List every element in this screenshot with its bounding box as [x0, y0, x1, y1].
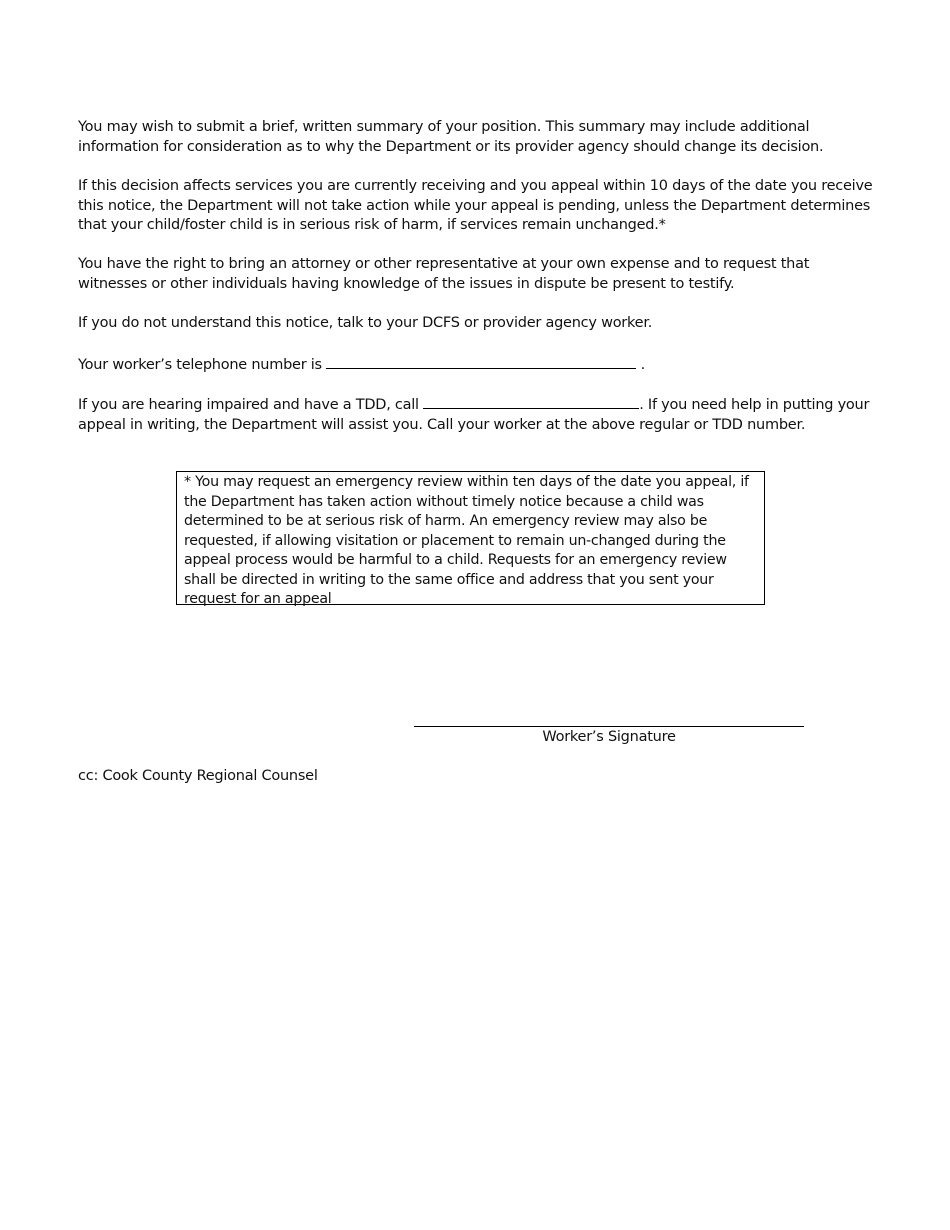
attorney-paragraph: You have the right to bring an attorney or other representative at your own expense and to request that witnesses or other individuals having knowledge of the issues in dispute be present to testify.: [78, 256, 810, 292]
signature-label: Worker’s Signature: [542, 729, 676, 745]
tdd-paragraph: [78, 393, 878, 435]
phone-paragraph: [78, 353, 878, 376]
cc-line: cc: Cook County Regional Counsel: [78, 768, 318, 784]
phone-suffix: .: [640, 357, 645, 373]
emergency-review-note: * You may request an emergency review within ten days of the date you appeal, if the Department has taken action without timely notice because a child was determined to be at serious risk of harm. An emergency review may also be requested, if allowing visitation or placement to remain un-changed during the appeal process would be harmful to a child. Requests for an emergency review shall be directed in writing to the same office and address that you sent your request for an appeal: [184, 474, 749, 607]
tdd-prefix: If you are hearing impaired and have a TDD, call: [78, 397, 419, 413]
services-paragraph: If this decision affects services you are currently receiving and you appeal within 10 days of the date you receive this notice, the Department will not take action while your appeal is pending, unless the Department determines that your child/foster child is in serious risk of harm, if services remain unchanged.*: [78, 178, 873, 233]
emergency-review-note-box: [176, 471, 765, 605]
understand-paragraph: If you do not understand this notice, talk to your DCFS or provider agency worker.: [78, 315, 653, 331]
tdd-suffix: . If you need help in putting your appeal in writing, the Department will assist you. Call your worker at the above regular or TDD number.: [78, 397, 870, 433]
summary-paragraph: You may wish to submit a brief, written summary of your position. This summary may include additional information for consideration as to why the Department or its provider agency should change its decision.: [78, 119, 824, 155]
tdd-number-blank[interactable]: [423, 393, 639, 409]
signature-line[interactable]: [414, 726, 804, 727]
phone-number-blank[interactable]: [326, 353, 636, 369]
phone-prefix: Your worker’s telephone number is: [78, 357, 322, 373]
